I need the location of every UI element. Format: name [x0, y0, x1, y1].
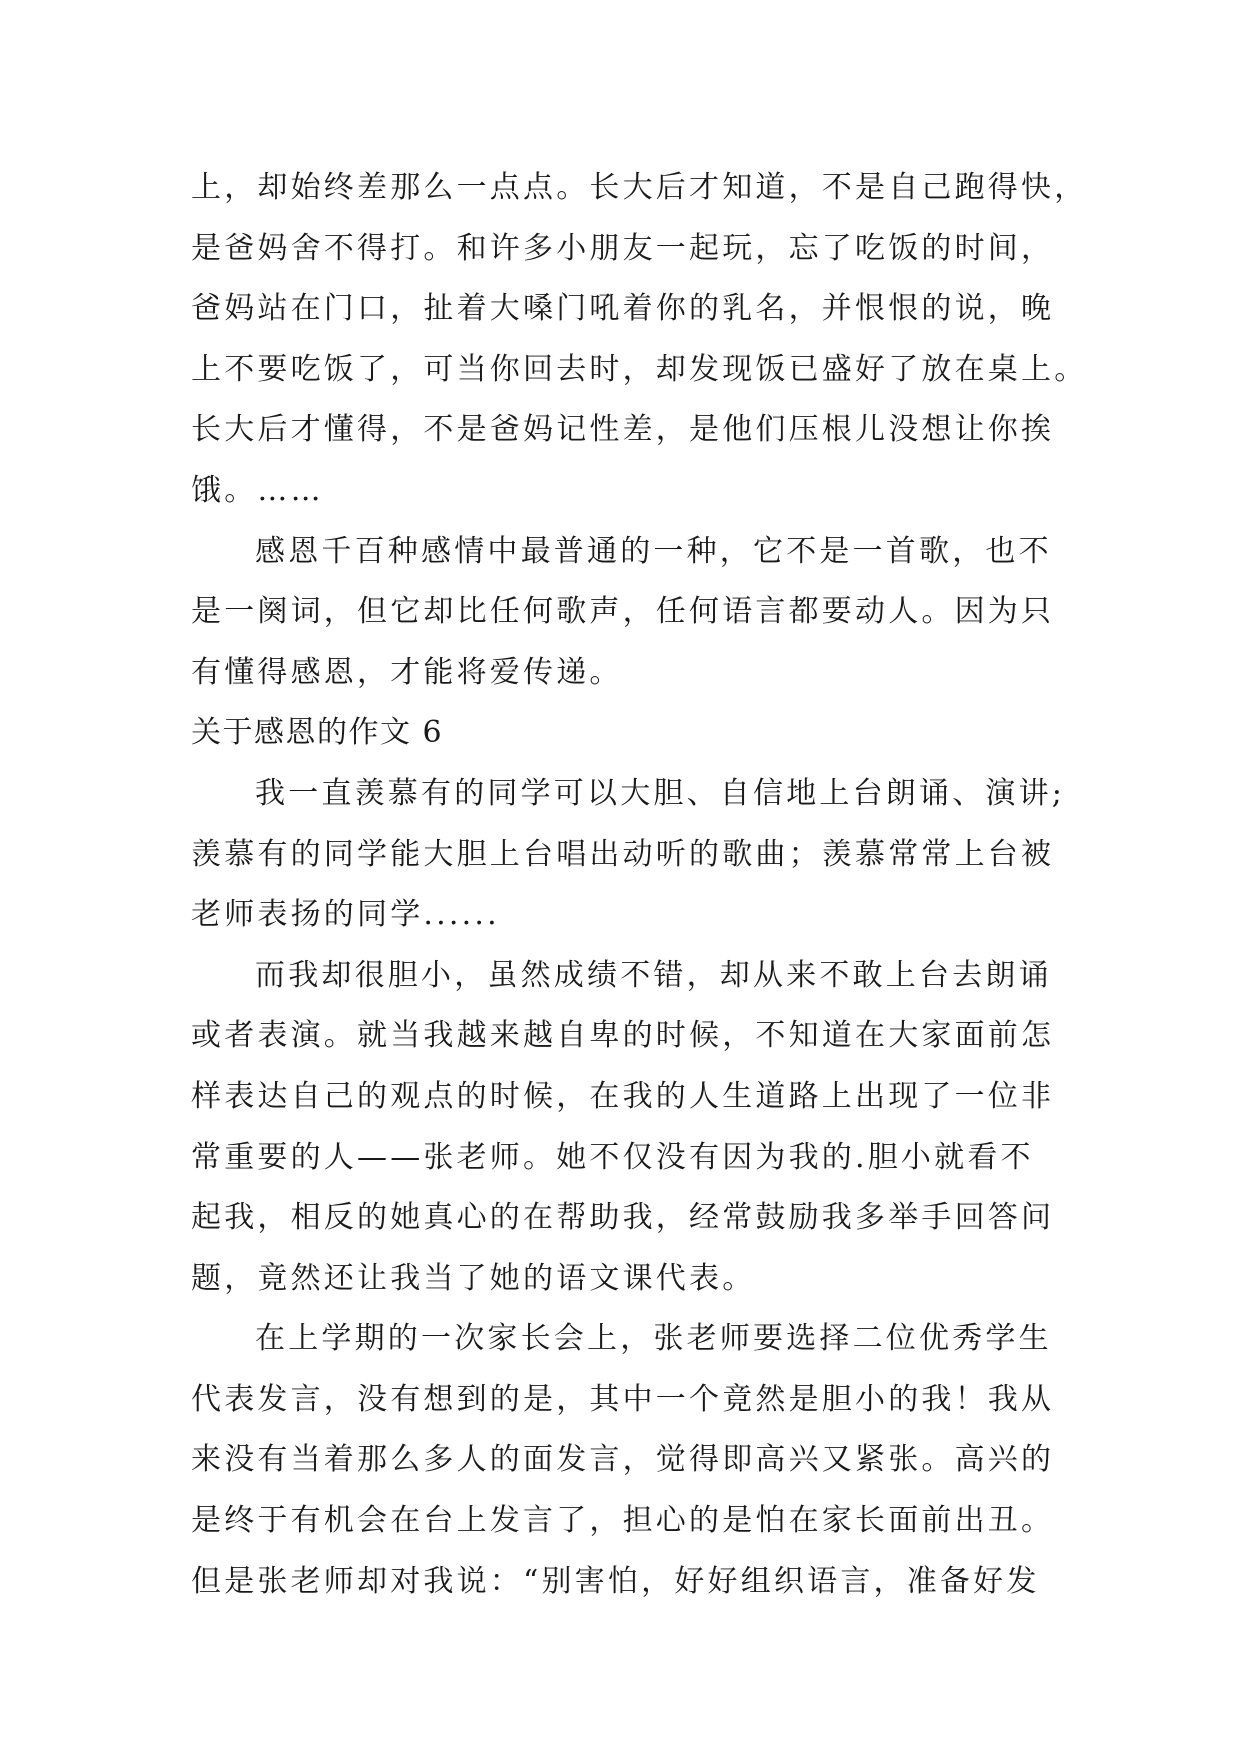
text-line: 我一直羡慕有的同学可以大胆、自信地上台朗诵、演讲; [255, 775, 1066, 811]
text-line: 但是张老师却对我说：“别害怕，好好组织语言，准备好发 [191, 1563, 1040, 1599]
text-line: 感恩千百种感情中最普通的一种，它不是一首歌，也不 [255, 533, 1052, 569]
text-line: 而我却很胆小，虽然成绩不错，却从来不敢上台去朗诵 [255, 957, 1052, 993]
text-line: 常重要的人——张老师。她不仅没有因为我的.胆小就看不 [191, 1139, 1034, 1175]
text-line: 在上学期的一次家长会上，张老师要选择二位优秀学生 [255, 1321, 1052, 1357]
text-line: 或者表演。就当我越来越自卑的时候，不知道在大家面前怎 [191, 1018, 1055, 1054]
text-line: 是终于有机会在台上发言了，担心的是怕在家长面前出丑。 [191, 1503, 1055, 1539]
text-line: 题，竟然还让我当了她的语文课代表。 [191, 1260, 756, 1296]
text-line: 来没有当着那么多人的面发言，觉得即高兴又紧张。高兴的 [191, 1442, 1055, 1478]
section-heading: 关于感恩的作文 6 [191, 715, 444, 751]
text-line: 是一阕词，但它却比任何歌声，任何语言都要动人。因为只 [191, 594, 1055, 630]
text-line: 是爸妈舍不得打。和许多小朋友一起玩，忘了吃饭的时间， [191, 230, 1055, 266]
text-line: 样表达自己的观点的时候，在我的人生道路上出现了一位非 [191, 1078, 1055, 1114]
text-line: 上不要吃饭了，可当你回去时，却发现饭已盛好了放在桌上。 [191, 351, 1088, 387]
text-line: 爸妈站在门口，扯着大嗓门吼着你的乳名，并恨恨的说，晚 [191, 291, 1055, 327]
text-line: 起我，相反的她真心的在帮助我，经常鼓励我多举手回答问 [191, 1200, 1055, 1236]
text-line: 老师表扬的同学...... [191, 897, 500, 933]
text-line: 代表发言，没有想到的是，其中一个竟然是胆小的我！我从 [191, 1381, 1055, 1417]
text-line: 有懂得感恩，才能将爱传递。 [191, 654, 623, 690]
text-line: 饿。…… [191, 472, 324, 508]
document-body [191, 158, 1088, 1612]
text-line: 长大后才懂得，不是爸妈记性差，是他们压根儿没想让你挨 [191, 412, 1055, 448]
text-line: 上，却始终差那么一点点。长大后才知道，不是自己跑得快， [191, 170, 1088, 205]
text-line: 羡慕有的同学能大胆上台唱出动听的歌曲；羡慕常常上台被 [191, 836, 1055, 872]
